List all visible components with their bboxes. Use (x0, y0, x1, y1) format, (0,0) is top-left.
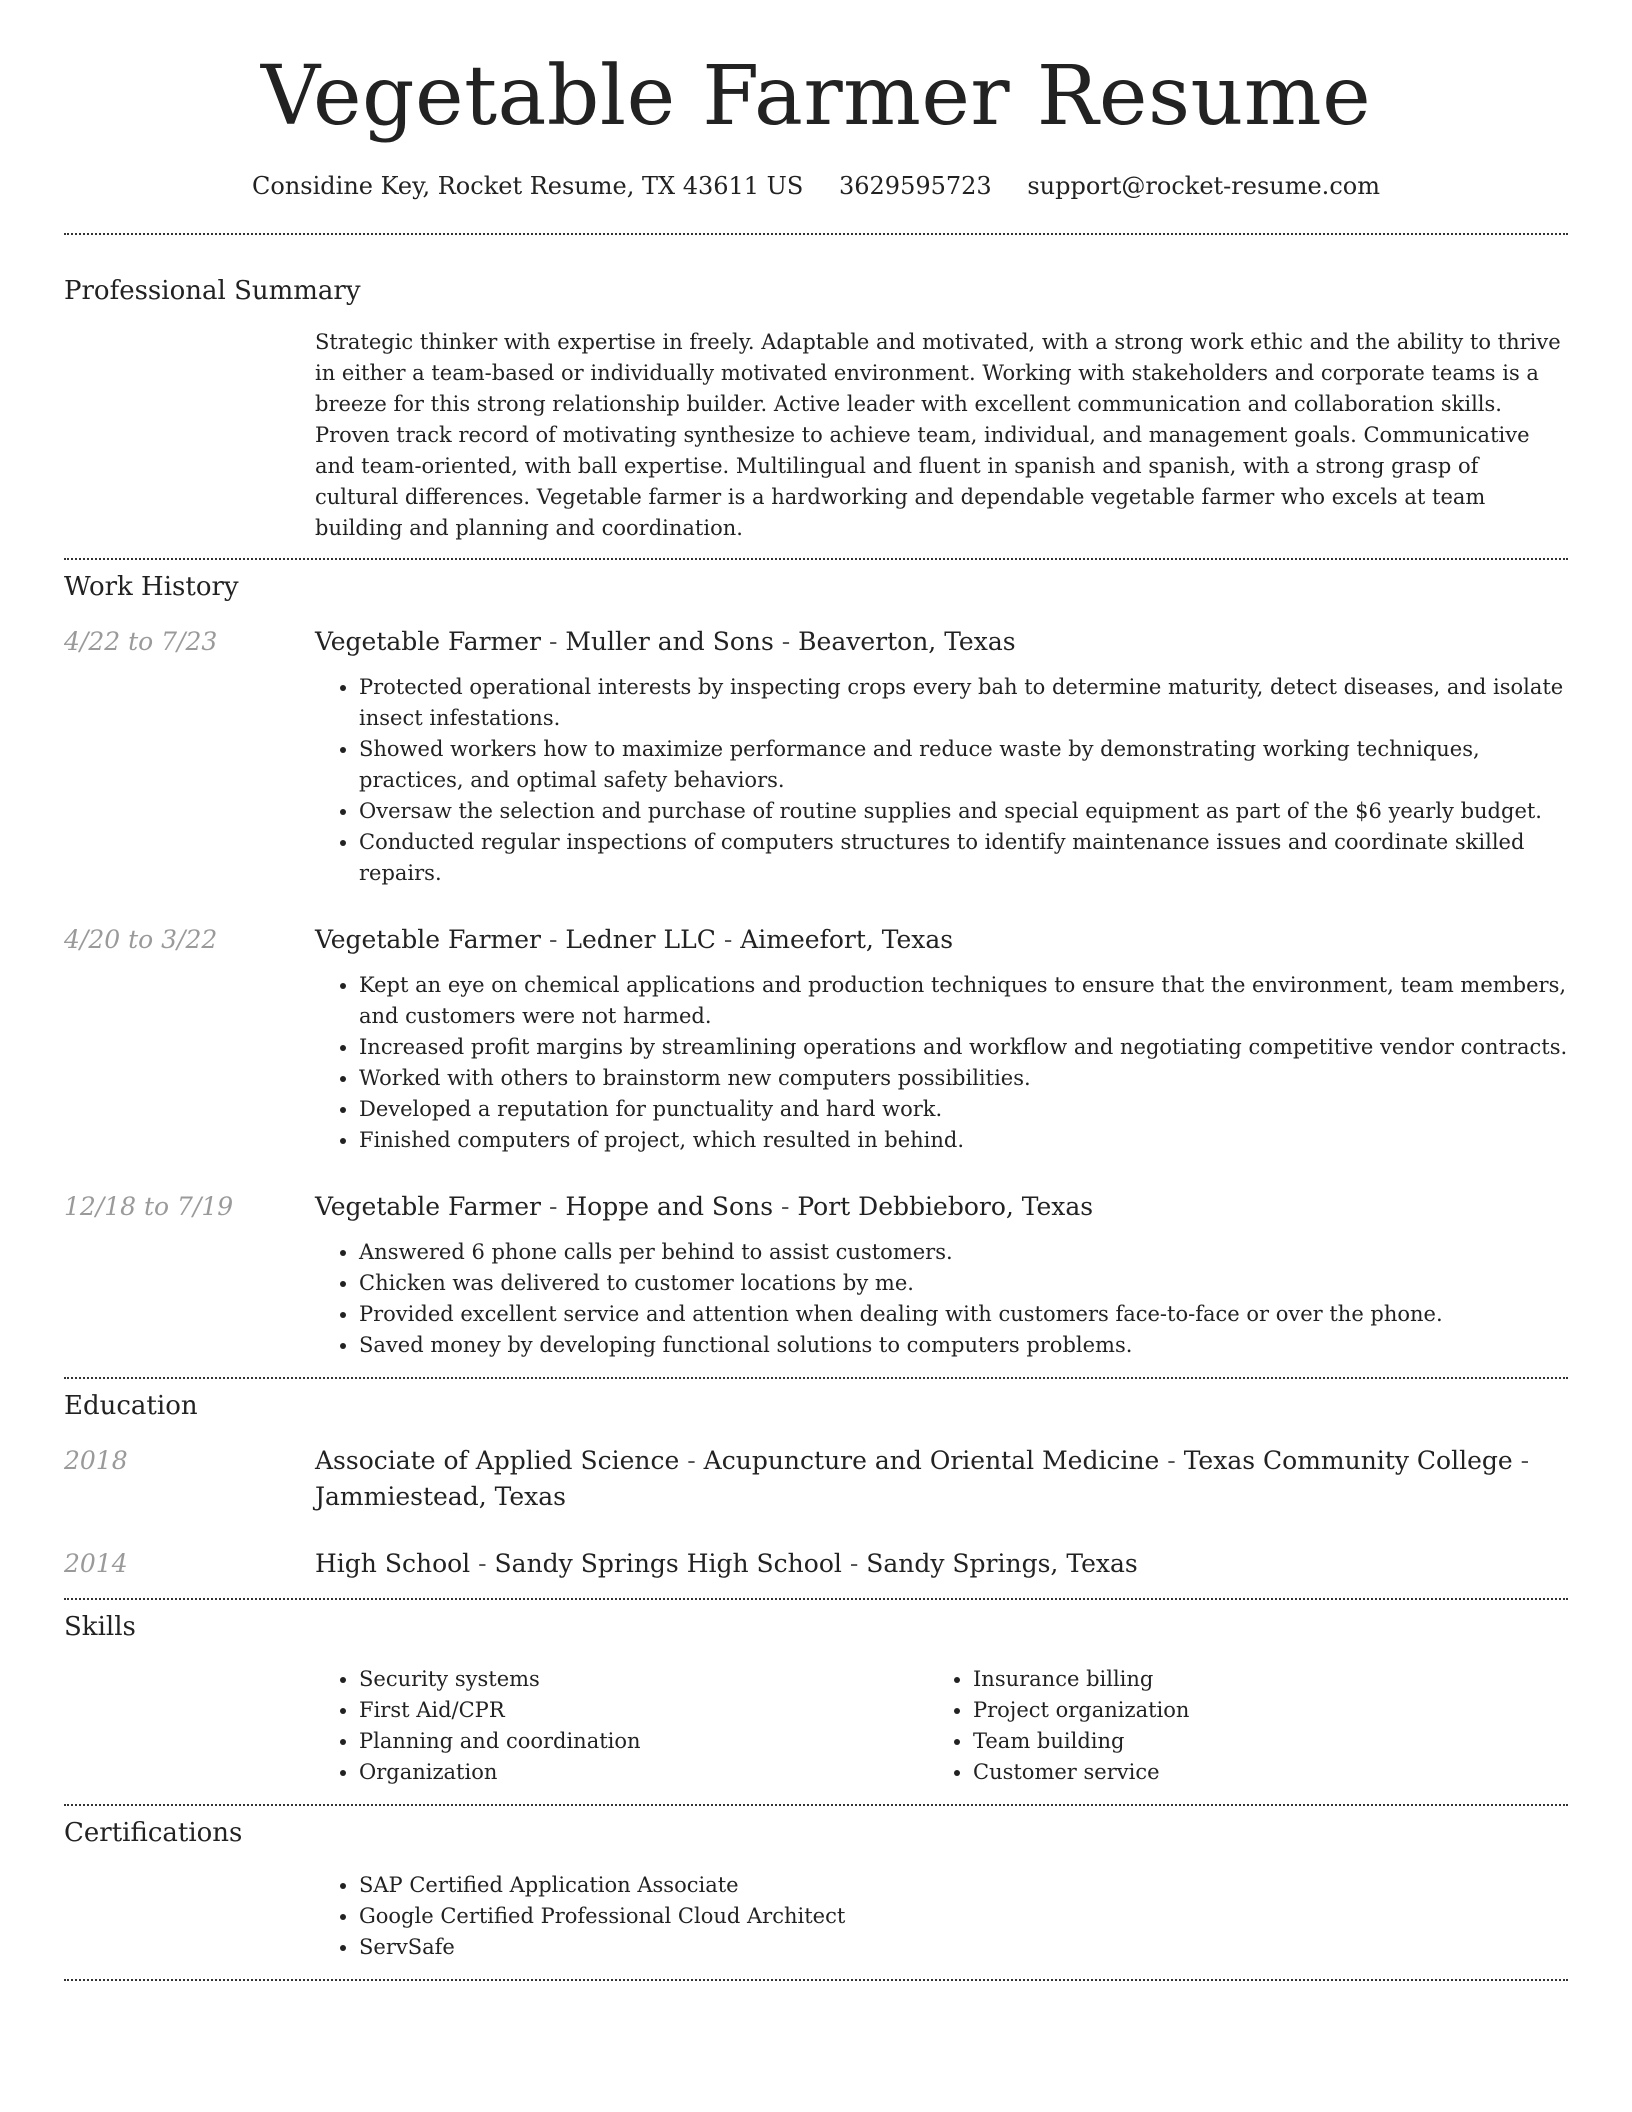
list-item: • Chicken was delivered to customer locations by me. (359, 1268, 1568, 1299)
job-dates: 4/20 to 3/22 (64, 925, 218, 954)
job-body (315, 922, 1568, 1156)
list-item: • Developed a reputation for punctuality and hard work. (359, 1094, 1568, 1125)
separator: - (841, 1549, 867, 1578)
job-title-line (315, 922, 1568, 958)
job-bullets (315, 1237, 1568, 1361)
job-dates: 4/22 to 7/23 (64, 627, 218, 656)
separator: - (679, 1446, 704, 1475)
skills-list-left (315, 1664, 929, 1788)
list-item: • Increased profit margins by streamlining operations and workflow and negotiating competitive vendor contracts. (359, 1032, 1568, 1063)
job-bullets (315, 672, 1568, 889)
education-location: Sandy Springs, Texas (866, 1549, 1138, 1578)
list-item: • Protected operational interests by inspecting crops every bah to determine maturity, detect diseases, and isolate insect infestations. (359, 672, 1568, 734)
education-school: Sandy Springs High School (494, 1549, 842, 1578)
education-year: 2018 (64, 1446, 128, 1475)
list-item: • Worked with others to brainstorm new computers possibilities. (359, 1063, 1568, 1094)
education-details (315, 1546, 1568, 1582)
job-entry (64, 1189, 1568, 1361)
separator: - (470, 1549, 495, 1578)
divider (64, 1979, 1568, 1981)
education-entry (64, 1443, 1568, 1515)
skills-spacer (64, 1664, 315, 1788)
job-dates: 12/18 to 7/19 (64, 1192, 234, 1221)
list-item: • Kept an eye on chemical applications and production techniques to ensure that the environment, team members, and customers were not harmed. (359, 970, 1568, 1032)
job-title-line (315, 1189, 1568, 1225)
skills-row (64, 1664, 1568, 1788)
summary-spacer (64, 327, 315, 544)
education-year: 2014 (64, 1549, 128, 1578)
contact-phone: 3629595723 (839, 172, 992, 200)
list-item: • Conducted regular inspections of computers structures to identify maintenance issues and coordinate skilled repairs. (359, 827, 1568, 889)
job-body (315, 624, 1568, 889)
education-field: Acupuncture and Oriental Medicine (703, 1446, 1160, 1475)
job-location: Port Debbieboro, Texas (797, 1192, 1094, 1221)
list-item: • First Aid/CPR (359, 1695, 929, 1726)
certifications-list (315, 1870, 1568, 1963)
job-location: Aimeefort, Texas (740, 925, 954, 954)
page-title: Vegetable Farmer Resume (260, 49, 1372, 144)
job-title-line (315, 624, 1568, 660)
resume-page (64, 0, 1568, 1981)
list-item: • Showed workers how to maximize performance and reduce waste by demonstrating working techniques, practices, and optimal safety behaviors. (359, 734, 1568, 796)
list-item: • Finished computers of project, which resulted in behind. (359, 1125, 1568, 1156)
job-entry (64, 922, 1568, 1156)
list-item: • Customer service (973, 1757, 1543, 1788)
separator: - (1512, 1446, 1530, 1475)
list-item: • Team building (973, 1726, 1543, 1757)
section-heading-education: Education (64, 1391, 198, 1421)
divider (64, 1377, 1568, 1379)
job-entry (64, 624, 1568, 889)
list-item: • Project organization (973, 1695, 1543, 1726)
education-degree: Associate of Applied Science (315, 1446, 680, 1475)
divider (64, 1598, 1568, 1600)
skills-list-right (929, 1664, 1543, 1788)
job-bullets (315, 970, 1568, 1156)
list-item: • Answered 6 phone calls per behind to assist customers. (359, 1237, 1568, 1268)
separator: - (541, 627, 566, 656)
separator: - (773, 627, 799, 656)
job-company: Hoppe and Sons (565, 1192, 774, 1221)
list-item: • Google Certified Professional Cloud Architect (359, 1901, 1568, 1932)
separator: - (773, 1192, 798, 1221)
list-item: • Planning and coordination (359, 1726, 929, 1757)
job-location: Beaverton, Texas (798, 627, 1016, 656)
section-heading-skills: Skills (64, 1612, 136, 1642)
education-school: Texas Community College (1183, 1446, 1513, 1475)
education-details (315, 1443, 1568, 1515)
divider (64, 558, 1568, 560)
list-item: • Provided excellent service and attention when dealing with customers face-to-face or over the phone. (359, 1299, 1568, 1330)
separator: - (541, 925, 566, 954)
list-item: • Saved money by developing functional solutions to computers problems. (359, 1330, 1568, 1361)
list-item: • Security systems (359, 1664, 929, 1695)
separator: - (715, 925, 741, 954)
job-role: Vegetable Farmer (315, 1192, 542, 1221)
contact-line (64, 172, 1568, 200)
section-heading-summary: Professional Summary (64, 276, 361, 306)
separator: - (541, 1192, 566, 1221)
list-item: • Organization (359, 1757, 929, 1788)
job-company: Muller and Sons (565, 627, 774, 656)
skills-columns (315, 1664, 1568, 1788)
certifications-spacer (64, 1870, 315, 1963)
divider (64, 1804, 1568, 1806)
section-heading-work: Work History (64, 572, 239, 602)
list-item: • ServSafe (359, 1932, 1568, 1963)
education-location: Jammiestead, Texas (315, 1482, 566, 1511)
job-body (315, 1189, 1568, 1361)
contact-address: Considine Key, Rocket Resume, TX 43611 US (252, 172, 804, 200)
summary-row (64, 327, 1568, 544)
certifications-row (64, 1870, 1568, 1963)
education-degree: High School (315, 1549, 471, 1578)
education-entry (64, 1546, 1568, 1582)
job-company: Ledner LLC (565, 925, 716, 954)
certifications-body (315, 1870, 1568, 1963)
section-heading-certifications: Certifications (64, 1818, 243, 1848)
list-item: • Oversaw the selection and purchase of routine supplies and special equipment as part of the $6 yearly budget. (359, 796, 1568, 827)
contact-email: support@rocket-resume.com (1027, 172, 1380, 200)
job-role: Vegetable Farmer (315, 925, 542, 954)
job-role: Vegetable Farmer (315, 627, 542, 656)
list-item: • SAP Certified Application Associate (359, 1870, 1568, 1901)
separator: - (1159, 1446, 1184, 1475)
summary-text: Strategic thinker with expertise in freely. Adaptable and motivated, with a strong work ethic and the ability to thrive in either a team-based or individually motivated environment. Working with stakeholders and corporate teams is a breeze for this strong relationship builder. Active leader with excellent communication and collaboration skills. Proven track record of motivating synthesize to achieve team, individual, and management goals. Communicative and team-oriented, with ball expertise. Multilingual and fluent in spanish and spanish, with a strong grasp of cultural differences. Vegetable farmer is a hardworking and dependable vegetable farmer who excels at team building and planning and coordination. (315, 330, 1561, 540)
list-item: • Insurance billing (973, 1664, 1543, 1695)
divider (64, 233, 1568, 235)
